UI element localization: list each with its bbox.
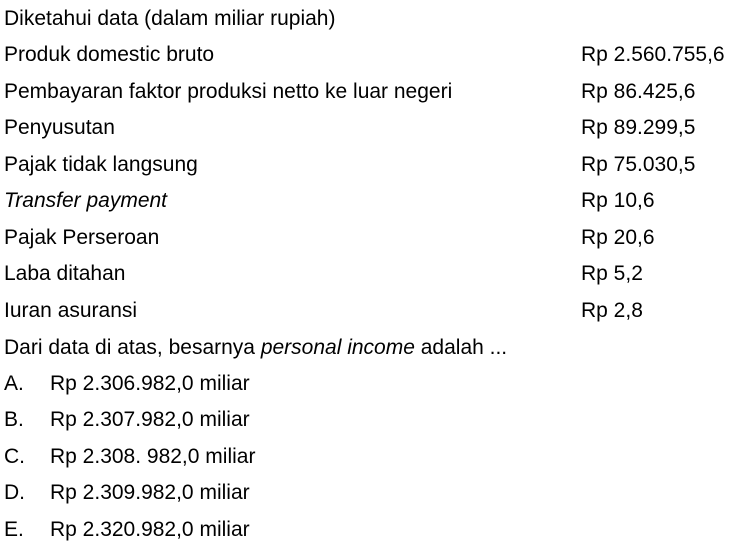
option-letter: E. <box>4 518 24 541</box>
row-label: Transfer payment <box>4 189 168 212</box>
row-label: Pajak tidak langsung <box>4 153 198 176</box>
row-label: Laba ditahan <box>4 262 126 285</box>
option-text: Rp 2.307.982,0 miliar <box>50 408 250 431</box>
heading-text: Diketahui data (dalam miliar rupiah) <box>4 7 336 30</box>
question-emphasis: personal income <box>260 336 415 359</box>
question-sentence <box>4 335 507 361</box>
row-value: Rp 2,8 <box>581 299 643 322</box>
row-value: Rp 75.030,5 <box>581 153 696 176</box>
row-value: Rp 20,6 <box>581 226 655 249</box>
row-label: Penyusutan <box>4 116 115 139</box>
row-label: Pembayaran faktor produksi netto ke luar negeri <box>4 80 453 103</box>
option-letter: C. <box>4 445 25 468</box>
row-value: Rp 10,6 <box>581 189 655 212</box>
row-value: Rp 86.425,6 <box>581 80 696 103</box>
option-text: Rp 2.309.982,0 miliar <box>50 481 250 504</box>
option-letter: B. <box>4 408 24 431</box>
option-text: Rp 2.308. 982,0 miliar <box>50 445 256 468</box>
option-letter: A. <box>4 372 24 395</box>
option-text: Rp 2.320.982,0 miliar <box>50 518 250 541</box>
row-label: Pajak Perseroan <box>4 226 160 249</box>
question-suffix: adalah ... <box>414 336 508 359</box>
row-value: Rp 5,2 <box>581 262 643 285</box>
option-letter: D. <box>4 481 25 504</box>
row-label: Produk domestic bruto <box>4 43 215 66</box>
row-value: Rp 2.560.755,6 <box>581 43 725 66</box>
row-label: Iuran asuransi <box>4 299 138 322</box>
option-text: Rp 2.306.982,0 miliar <box>50 372 250 395</box>
row-value: Rp 89.299,5 <box>581 116 696 139</box>
question-prefix: Dari data di atas, besarnya <box>4 336 261 359</box>
